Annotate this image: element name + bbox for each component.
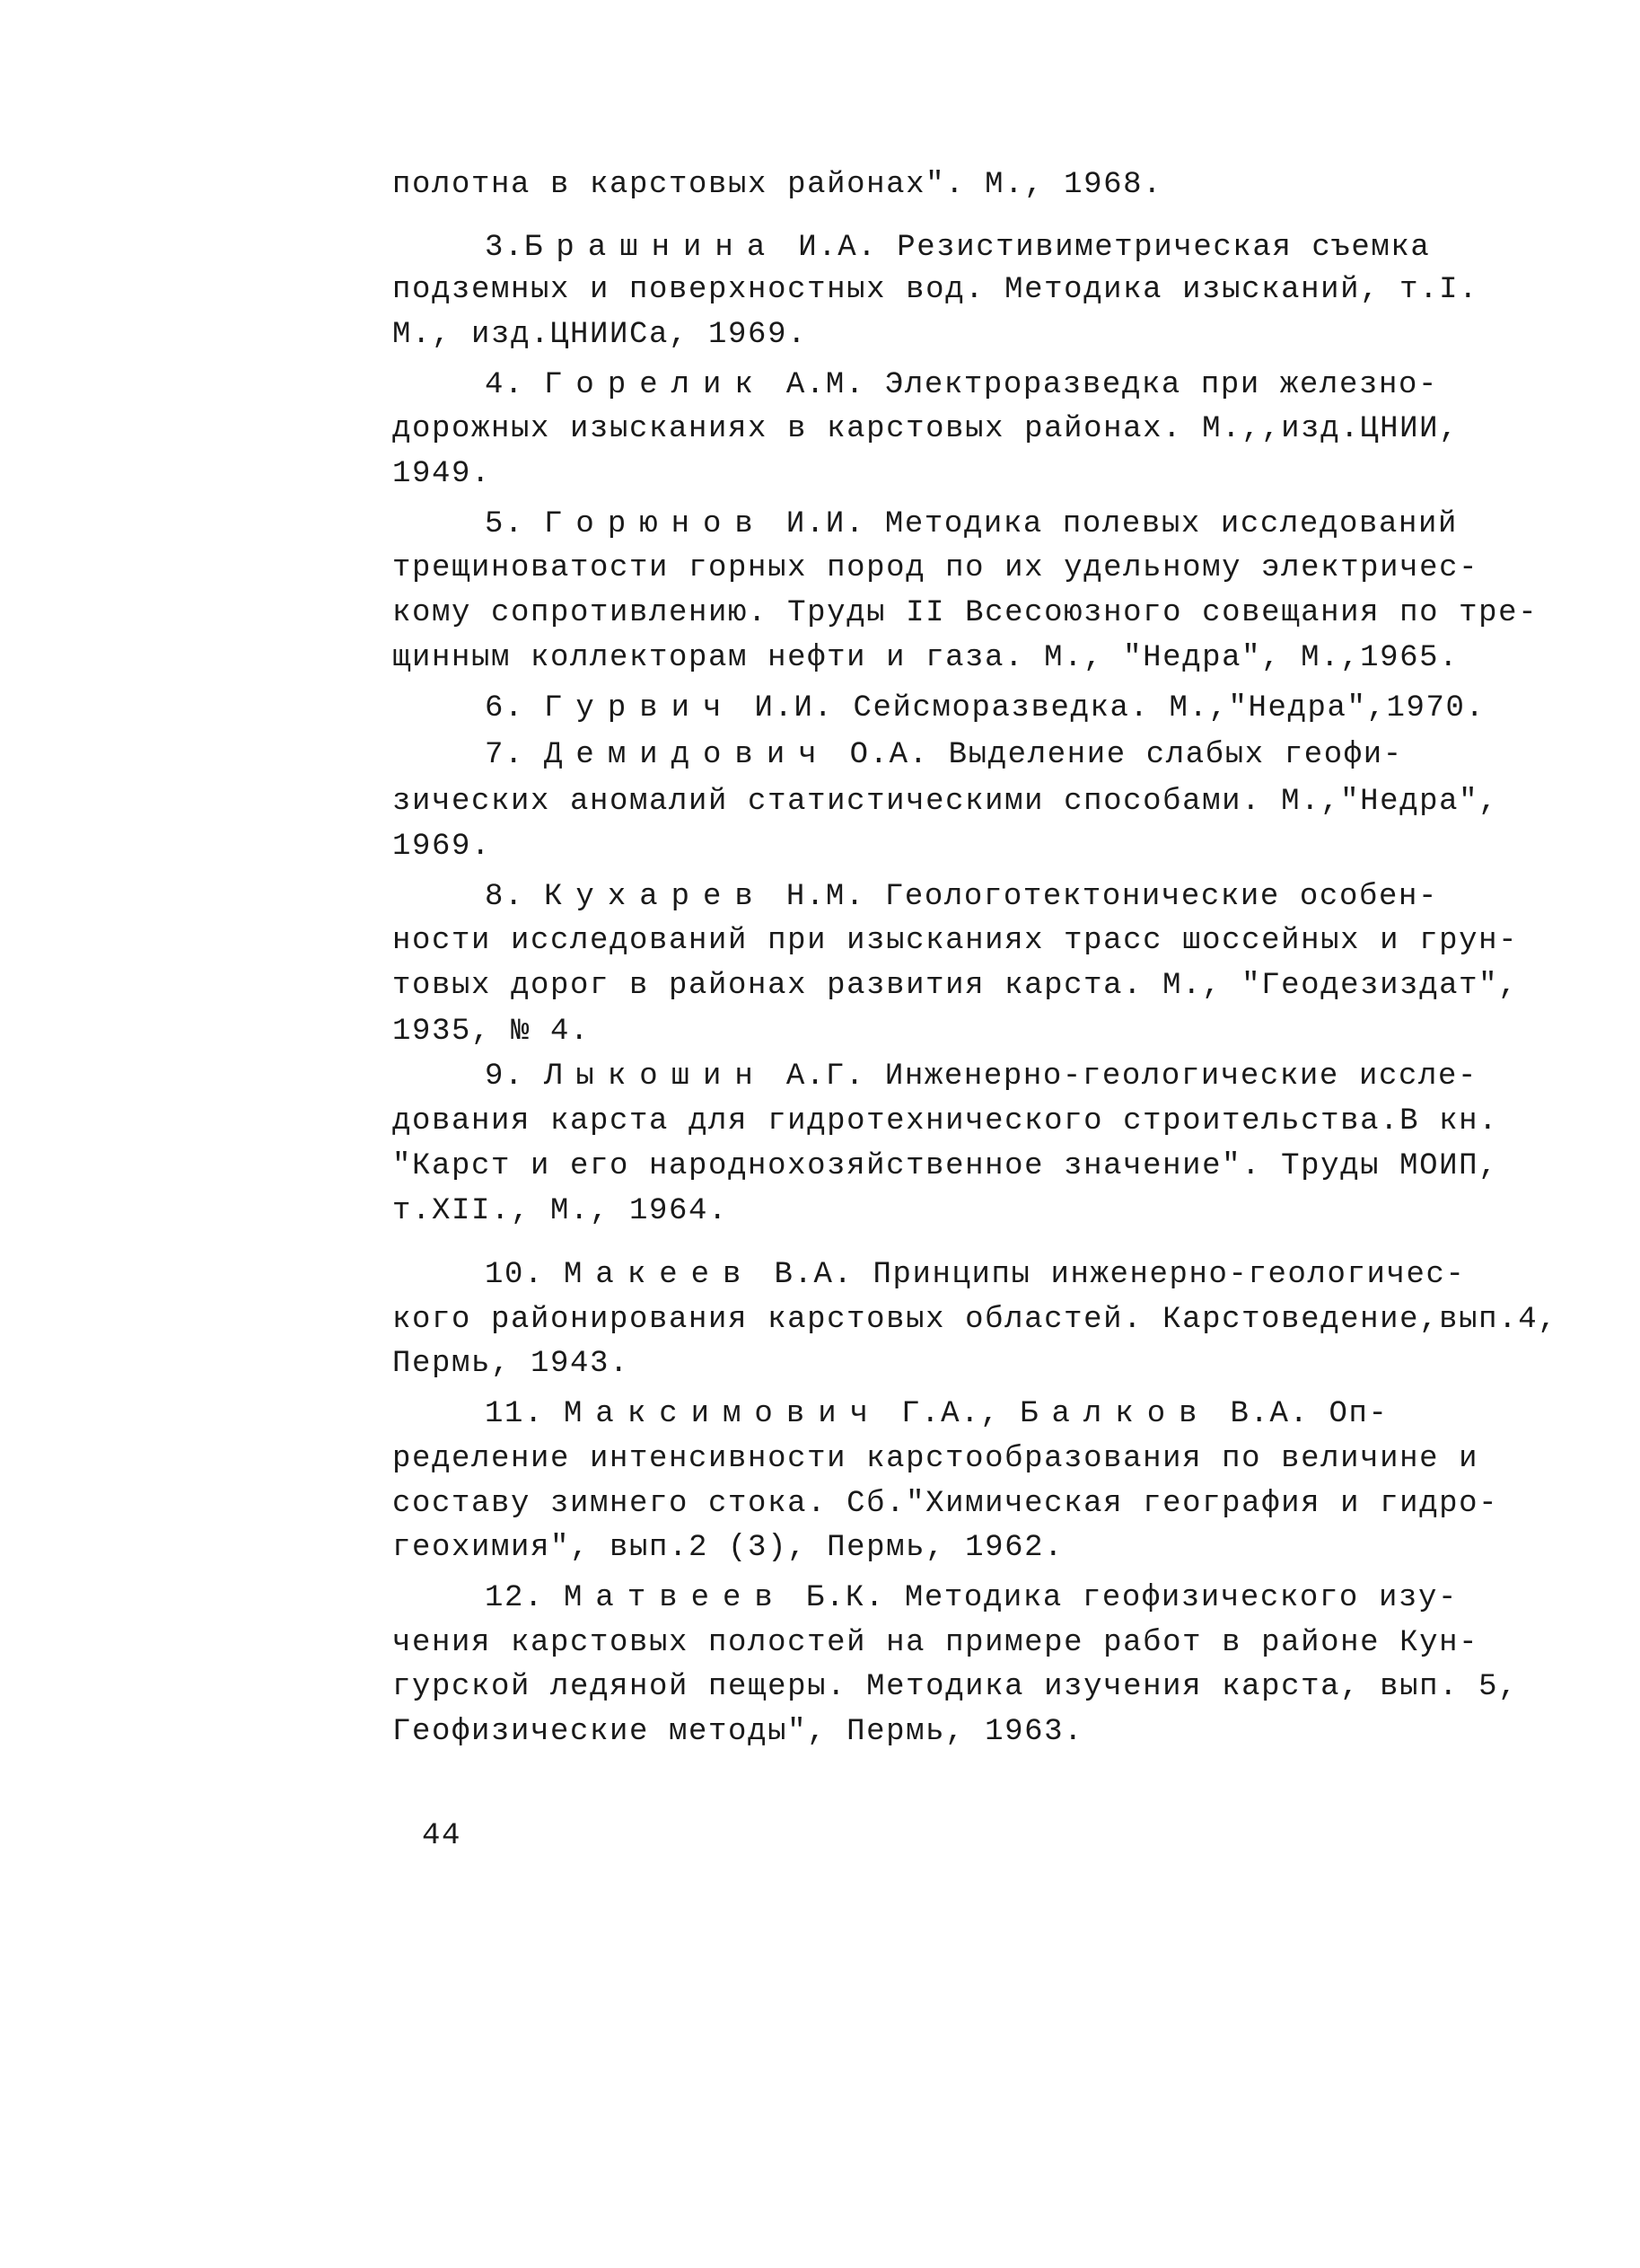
text-line: подземных и поверхностных вод. Методика изысканий, т.I.	[392, 273, 1479, 307]
reference-7-heading: 7. Демидович О.А. Выделение слабых геофи-	[485, 738, 1403, 772]
reference-8-heading: 8. Кухарев Н.М. Геологотектонические особен-	[485, 880, 1438, 914]
text-line: полотна в карстовых районах". М., 1968.	[392, 168, 1163, 202]
text-line: Геофизические методы", Пермь, 1963.	[392, 1715, 1084, 1749]
author-name: Горелик	[544, 368, 767, 402]
author-name: Балков	[1020, 1397, 1211, 1431]
author-name: Демидович	[544, 738, 830, 772]
text-line: геохимия", вып.2 (3), Пермь, 1962.	[392, 1531, 1065, 1565]
text-line: щинным коллекторам нефти и газа. М., "Недра", М.,1965.	[392, 641, 1460, 675]
text-line: 1949.	[392, 457, 492, 491]
reference-5-heading: 5. Горюнов И.И. Методика полевых исследований	[485, 507, 1458, 541]
reference-12-heading: 12. Матвеев Б.К. Методика геофизического изу-	[485, 1581, 1458, 1615]
text-line: чения карстовых полостей на примере работ в районе Кун-	[392, 1626, 1479, 1660]
author-name: Макеев	[564, 1258, 755, 1292]
text-line: 1969.	[392, 830, 492, 864]
author-name: Максимович	[564, 1397, 882, 1431]
author-name: Лыкошин	[544, 1059, 767, 1094]
text-line: "Карст и его народнохозяйственное значение". Труды МОИП,	[392, 1149, 1499, 1183]
text-line: трещиноватости горных пород по их удельному электричес-	[392, 551, 1479, 585]
reference-4-heading: 4. Горелик А.М. Электроразведка при железно-	[485, 368, 1438, 402]
text-line: Пермь, 1943.	[392, 1347, 630, 1381]
reference-9-heading: 9. Лыкошин А.Г. Инженерно-геологические иссле-	[485, 1059, 1478, 1094]
text-line: зических аномалий статистическими способами. М.,"Недра",	[392, 785, 1499, 819]
reference-3-heading: 3.Брашнина И.А. Резистивиметрическая съемка	[485, 231, 1431, 265]
text-line: товых дорог в районах развития карста. М., "Геодезиздат",	[392, 969, 1519, 1003]
reference-11-heading: 11. Максимович Г.А., Балков В.А. Оп-	[485, 1397, 1389, 1431]
text-line: дорожных изысканиях в карстовых районах. М.,,изд.ЦНИИ,	[392, 412, 1460, 446]
text-line: гурской ледяной пещеры. Методика изучения карста, вып. 5,	[392, 1670, 1519, 1704]
page-number: 44	[422, 1819, 462, 1853]
text-line: 1935, № 4.	[392, 1015, 591, 1049]
author-name: Кухарев	[544, 880, 767, 914]
text-line: кому сопротивлению. Труды II Всесоюзного совещания по тре-	[392, 596, 1539, 630]
text-line: составу зимнего стока. Сб."Химическая география и гидро-	[392, 1487, 1499, 1521]
text-line: ределение интенсивности карстообразования по величине и	[392, 1442, 1479, 1476]
text-line: ности исследований при изысканиях трасс шоссейных и грун-	[392, 924, 1519, 958]
text-line: М., изд.ЦНИИСа, 1969.	[392, 318, 808, 352]
author-name: Брашнина	[524, 231, 779, 265]
author-name: Матвеев	[564, 1581, 786, 1615]
text-line: дования карста для гидротехнического строительства.В кн.	[392, 1104, 1499, 1138]
author-name: Горюнов	[544, 507, 767, 541]
text-line: кого районирования карстовых областей. Карстоведение,вып.4,	[392, 1303, 1558, 1337]
reference-10-heading: 10. Макеев В.А. Принципы инженерно-геологичес-	[485, 1258, 1466, 1292]
author-name: Гурвич	[544, 691, 735, 725]
reference-6-heading: 6. Гурвич И.И. Сейсморазведка. М.,"Недра",1970.	[485, 691, 1486, 725]
text-line: т.XII., М., 1964.	[392, 1194, 729, 1228]
